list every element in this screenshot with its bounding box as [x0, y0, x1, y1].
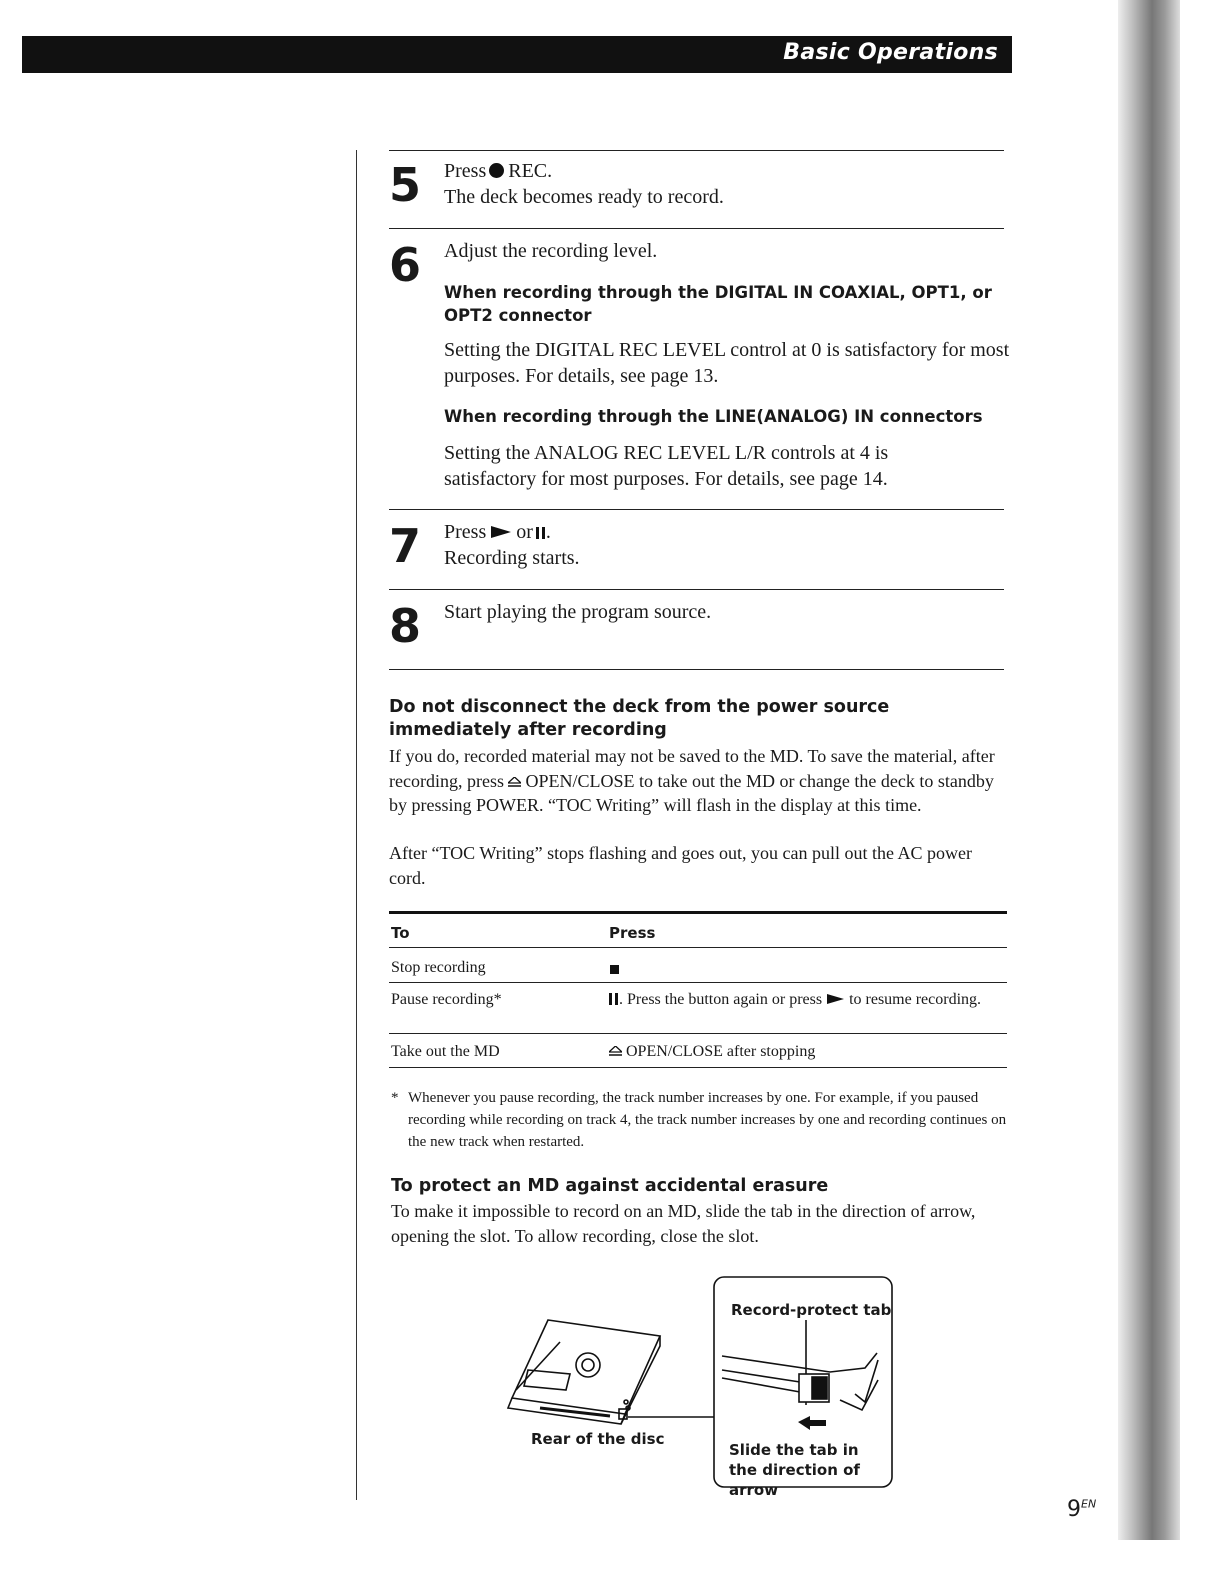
- step-number-7: 7: [389, 519, 422, 573]
- step-divider: [389, 589, 1004, 590]
- table-rule: [389, 1067, 1007, 1068]
- step-5-text: [444, 158, 1004, 210]
- table-header-press: Press: [609, 924, 656, 942]
- table-rule: [389, 982, 1007, 983]
- table-rule: [389, 947, 1007, 948]
- table-cell-to: Take out the MD: [391, 1043, 500, 1060]
- step-number-6: 6: [389, 238, 422, 292]
- step-divider: [389, 150, 1004, 151]
- page-number-suffix: EN: [1081, 1497, 1097, 1511]
- label-rear-of-disc: Rear of the disc: [531, 1430, 665, 1448]
- protect-text: To make it impossible to record on an MD, slide the tab in the direction of arrow, opening the slot. To allow recording, close the slot.: [391, 1201, 976, 1246]
- footnote-mark: *: [391, 1090, 399, 1106]
- table-header-to: To: [391, 924, 410, 942]
- step-6-digital-text: Setting the DIGITAL REC LEVEL control at 0 is satisfactory for most purposes. For details, see page 13.: [444, 339, 1010, 387]
- note-paragraph-2: After “TOC Writing” stops flashing and goes out, you can pull out the AC power cord.: [389, 843, 973, 888]
- record-dot-icon: [489, 163, 504, 178]
- note-paragraph-1: [389, 744, 1009, 818]
- step-6-analog-text: Setting the ANALOG REC LEVEL L/R controls at 4 is satisfactory for most purposes. For details, see page 14.: [444, 442, 889, 490]
- label-record-protect-tab: Record-protect tab: [731, 1301, 892, 1319]
- step-number-8: 8: [389, 599, 422, 653]
- footnote-text: Whenever you pause recording, the track number increases by one. For example, if you paused recording while recording on track 4, the track number increases by one and recording continues on the new track when restarted.: [408, 1090, 1007, 1150]
- note-heading: Do not disconnect the deck from the power source immediately after recording: [389, 697, 890, 740]
- eject-icon: [609, 1046, 622, 1057]
- play-icon: [491, 526, 511, 538]
- left-margin-rule: [356, 150, 357, 1500]
- pause-icon: [536, 527, 545, 539]
- step-divider: [389, 669, 1004, 670]
- page-edge-shading: [1118, 0, 1180, 1540]
- table-cell-press: [609, 990, 999, 1009]
- label-slide-tab: Slide the tab in the direction of arrow: [729, 1441, 860, 1499]
- table-rule: [389, 1033, 1007, 1034]
- section-header-bar: [22, 36, 1012, 73]
- table-cell-to: Pause recording*: [391, 991, 502, 1008]
- pause-icon: [609, 993, 618, 1005]
- note-p1-part-a: If you do, recorded material may not be saved to the MD. To save the material, after recording, press: [389, 746, 995, 791]
- play-icon: [827, 994, 844, 1004]
- stop-icon: [610, 965, 619, 974]
- step-7-text: Press or . Recording starts.: [444, 519, 1004, 571]
- step-7-line2: Recording starts.: [444, 547, 580, 569]
- pause-press-text-a: . Press the button again or press: [619, 991, 823, 1008]
- table-cell-to: Stop recording: [391, 959, 486, 976]
- page-number: [1067, 1497, 1096, 1522]
- step-7-or: or: [516, 521, 533, 543]
- table-cell-press: [609, 1042, 815, 1061]
- step-divider: [389, 509, 1004, 510]
- step-5-rec: REC.: [508, 160, 553, 182]
- table-cell-press: [610, 961, 619, 979]
- table-top-rule: [389, 911, 1007, 914]
- protect-heading: To protect an MD against accidental erasure: [391, 1176, 829, 1196]
- eject-press-text: OPEN/CLOSE after stopping: [626, 1043, 816, 1060]
- step-7-press: Press: [444, 521, 487, 543]
- step-8-line1: Start playing the program source.: [444, 601, 712, 623]
- step-divider: [389, 228, 1004, 229]
- section-title: Basic Operations: [783, 40, 998, 65]
- page-number-value: 9: [1067, 1497, 1081, 1522]
- step-6-analog-heading: When recording through the LINE(ANALOG) IN connectors: [444, 407, 983, 426]
- step-number-5: 5: [389, 158, 422, 212]
- note-p1-part-b: OPEN/CLOSE to take out the MD or change the deck to standby by pressing POWER. “TOC Writing” will flash in the display at this time.: [389, 770, 994, 815]
- step-5-press: Press: [444, 160, 487, 182]
- step-6-digital-heading: When recording through the DIGITAL IN COAXIAL, OPT1, or OPT2 connector: [444, 283, 992, 325]
- step-5-line2: The deck becomes ready to record.: [444, 186, 724, 208]
- step-6-line1: Adjust the recording level.: [444, 240, 658, 262]
- pause-press-text-b: to resume recording.: [849, 991, 982, 1008]
- eject-icon: [508, 777, 521, 788]
